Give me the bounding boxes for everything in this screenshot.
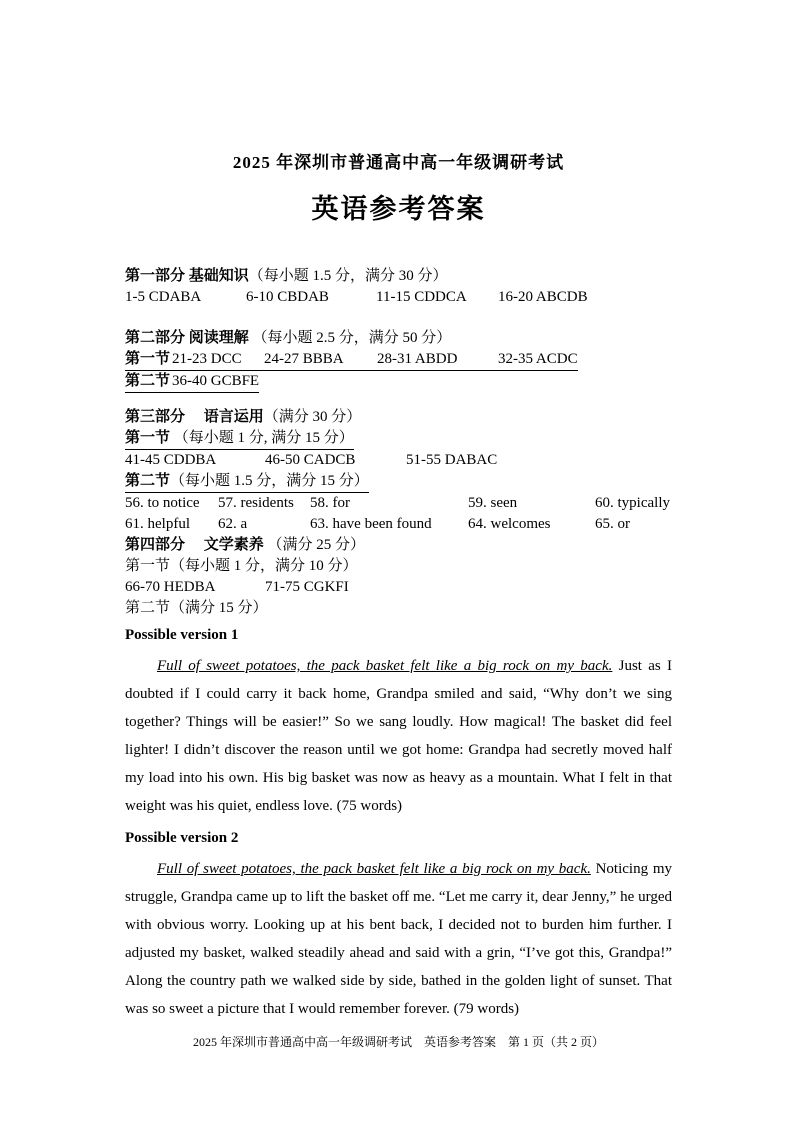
essay1-lead-sentence: Full of sweet potatoes, the pack basket felt like a big rock on my back.: [157, 658, 613, 674]
part4-heading: [125, 535, 672, 556]
answer-item: 58. for: [310, 495, 350, 511]
part1-section: [125, 266, 672, 308]
page-footer: 2025 年深圳市普通高中高一年级调研考试 英语参考答案 第 1 页（共 2 页）: [192, 1035, 604, 1049]
part3-heading: [125, 407, 672, 428]
essay2-lead-sentence: Full of sweet potatoes, the pack basket felt like a big rock on my back.: [157, 861, 591, 877]
answer-item: 59. seen: [468, 495, 518, 511]
part3-section2-heading: [125, 471, 672, 493]
part1-heading: [125, 266, 672, 287]
part4-answers-row: [125, 577, 672, 598]
part4-section: [125, 535, 672, 619]
answer-item: 61. helpful: [125, 516, 190, 532]
part4-heading-title: 第四部分 文学素养: [125, 537, 264, 553]
answer-group: 28-31 ABDD: [377, 351, 458, 367]
part2-section1-row: [125, 349, 672, 371]
part2-heading-note: （每小题 2.5 分，满分 50 分）: [248, 330, 452, 346]
answer-group: 66-70 HEDBA: [125, 579, 216, 595]
part4-heading-note: （满分 25 分）: [263, 537, 366, 553]
answer-item: 62. a: [218, 516, 248, 532]
possible-version-2-paragraph: [125, 855, 672, 1023]
part3-heading-note: （满分 30 分）: [263, 409, 362, 425]
section-label: 第一节: [125, 430, 171, 446]
possible-version-1-heading: Possible version 1: [125, 627, 239, 643]
part4-section2-heading: 第二节（满分 15 分）: [125, 600, 268, 616]
part3-section1-answers-row: [125, 450, 672, 471]
answer-group: 24-27 BBBA: [264, 351, 344, 367]
section-label: 第二节: [125, 373, 171, 389]
part2-heading: [125, 328, 672, 349]
part3-section2-underline: [125, 471, 369, 493]
part1-heading-title: 第一部分 基础知识: [125, 268, 249, 284]
answer-group: 32-35 ACDC: [498, 351, 578, 367]
answer-group: 21-23 DCC: [172, 351, 242, 367]
essay1-body-text: Just as I doubted if I could carry it back home, Grandpa smiled and said, “Why don’t we sing together? Things will be easier!” So we sang loudly. How magical! The basket did feel lighter! I didn’t discover the reason until we got home: Grandpa had secretly moved half my load into his own. His big basket was now as heavy as a mountain. What I felt in that weight was his quiet, endless love. (75 words): [125, 658, 672, 814]
part2-section2-underline: [125, 371, 259, 393]
part1-heading-note: （每小题 1.5 分，满分 30 分）: [248, 268, 448, 284]
answer-item: 60. typically: [595, 495, 670, 511]
part2-section: [125, 328, 672, 393]
answer-group: 41-45 CDDBA: [125, 452, 217, 468]
part3-section1-heading: [125, 428, 672, 450]
document-title: 2025 年深圳市普通高中高一年级调研考试: [232, 153, 565, 172]
part3-heading-title: 第三部分 语言运用: [125, 409, 264, 425]
section-note: （每小题 1.5 分，满分 15 分）: [170, 473, 369, 489]
section-label: 第二节: [125, 473, 171, 489]
answer-item: 64. welcomes: [468, 516, 551, 532]
answer-group: 16-20 ABCDB: [498, 289, 588, 305]
part3-words-row1: [125, 493, 672, 514]
answer-group: 51-55 DABAC: [406, 452, 498, 468]
essay2-body-text: Noticing my struggle, Grandpa came up to lift the basket off me. “Let me carry it, dear Jenny,” he urged with obvious worry. Looking up at his bent back, I decided not to burden him further. I adjusted my basket, walked steadily ahead and said with a grin, “I’ve got this, Grandpa!” Along the country path we walked side by side, bathed in the golden light of sunset. That was so sweet a picture that I would remember forever. (79 words): [125, 861, 672, 1017]
answer-group: 11-15 CDDCA: [376, 289, 467, 305]
part2-section1-underline: [125, 349, 578, 371]
document-subtitle: 英语参考答案: [311, 194, 486, 224]
part2-heading-title: 第二部分 阅读理解: [125, 330, 249, 346]
answer-group: 36-40 GCBFE: [172, 373, 260, 389]
answer-group: 6-10 CBDAB: [246, 289, 329, 305]
answer-group: 71-75 CGKFI: [265, 579, 349, 595]
part1-answers-row: [125, 287, 672, 308]
part2-section2-row: [125, 371, 672, 393]
answer-item: 56. to notice: [125, 495, 200, 511]
part3-section: [125, 407, 672, 535]
possible-version-1-paragraph: [125, 652, 672, 820]
answer-group: 46-50 CADCB: [265, 452, 356, 468]
part4-section1-heading: 第一节（每小题 1 分，满分 10 分）: [125, 558, 358, 574]
section-label: 第一节: [125, 351, 171, 367]
answer-item: 57. residents: [218, 495, 294, 511]
part3-words-row2: [125, 514, 672, 535]
section-note: （每小题 1 分, 满分 15 分）: [170, 430, 354, 446]
answer-item: 63. have been found: [310, 516, 432, 532]
answer-item: 65. or: [595, 516, 630, 532]
possible-version-2-heading: Possible version 2: [125, 830, 239, 846]
answer-group: 1-5 CDABA: [125, 289, 202, 305]
part3-section1-underline: [125, 428, 354, 450]
